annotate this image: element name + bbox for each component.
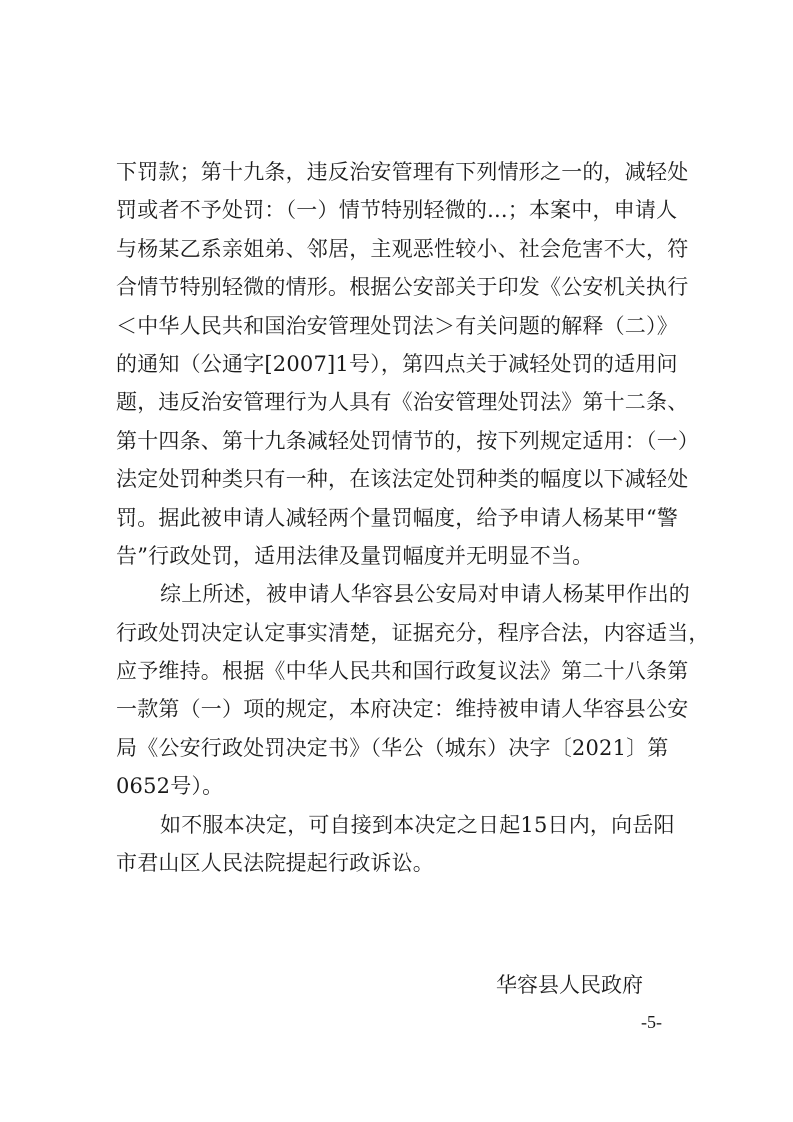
text-line: 告”行政处罚，适用法律及量罚幅度并无明显不当。 xyxy=(116,543,594,568)
text-line: 市君山区人民法院提起行政诉讼。 xyxy=(116,851,434,876)
paragraph-conclusion xyxy=(116,575,710,805)
text-line: 合情节特别轻微的情形。根据公安部关于印发《公安机关执行 xyxy=(116,275,689,300)
text-line: 第十四条、第十九条减轻处罚情节的，按下列规定适用：（一） xyxy=(116,428,700,453)
text-line: 0652号）。 xyxy=(116,774,224,799)
issuing-authority-signature: 华容县人民政府 xyxy=(496,973,643,997)
text-line: 与杨某乙系亲姐弟、邻居，主观恶性较小、社会危害不大，符 xyxy=(116,236,689,261)
text-line: ＜中华人民共和国治安管理处罚法＞有关问题的解释（二）》 xyxy=(116,313,678,338)
text-line: 如不服本决定，可自接到本决定之日起15日内，向岳阳 xyxy=(160,812,675,837)
text-line: 罚。据此被申请人减轻两个量罚幅度，给予申请人杨某甲“警 xyxy=(116,505,679,530)
page-number: -5- xyxy=(641,1012,662,1032)
text-line: 一款第（一）项的规定，本府决定：维持被申请人华容县公安 xyxy=(116,697,689,722)
text-line: 行政处罚决定认定事实清楚，证据充分，程序合法，内容适当， xyxy=(116,620,710,645)
text-line: 罚或者不予处罚：（一）情节特别轻微的...；本案中，申请人 xyxy=(116,198,678,223)
text-line: 下罚款；第十九条，违反治安管理有下列情形之一的，减轻处 xyxy=(116,160,689,184)
paragraph-penalty-analysis xyxy=(116,153,700,575)
text-line: 应予维持。根据《中华人民共和国行政复议法》第二十八条第 xyxy=(116,659,689,684)
paragraph-appeal-notice xyxy=(116,806,682,883)
text-line: 法定处罚种类只有一种，在该法定处罚种类的幅度以下减轻处 xyxy=(116,467,689,492)
text-line: 的通知（公通字[2007]1号），第四点关于减轻处罚的适用问 xyxy=(116,351,678,376)
text-line: 题，违反治安管理行为人具有《治安管理处罚法》第十二条、 xyxy=(116,390,689,415)
text-line: 局《公安行政处罚决定书》（华公（城东）决字〔2021〕第 xyxy=(116,735,669,760)
document-body xyxy=(116,153,710,882)
text-line: 综上所述，被申请人华容县公安局对申请人杨某甲作出的 xyxy=(160,582,690,607)
